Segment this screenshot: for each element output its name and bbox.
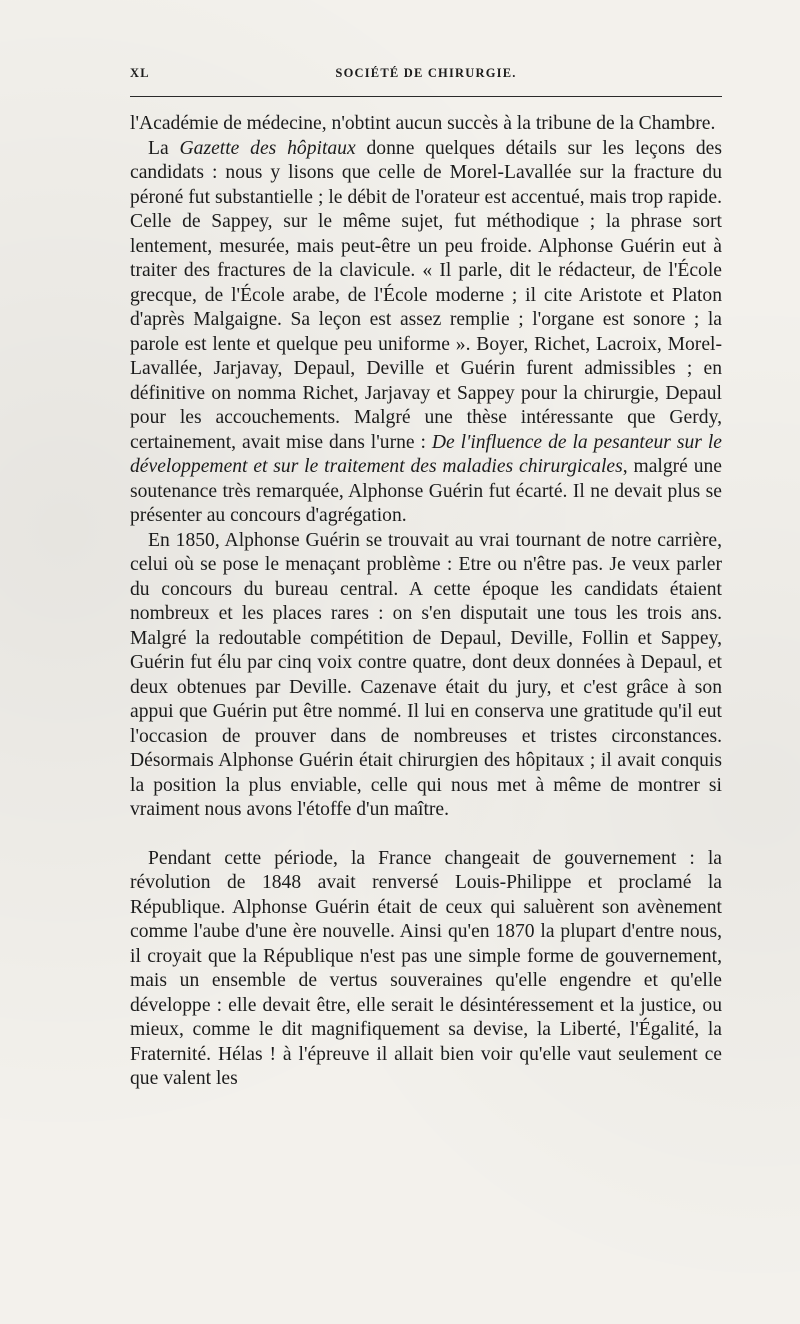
paragraph-3: En 1850, Alphonse Guérin se trouvait au vrai tournant de notre carrière, celui où se pose le menaçant problème : Etre ou n'être pas. Je veux parler du concours du bureau central. A cette époque les candidats étaient nombreux et les places rares : on s'en disputait une tous les trois ans. Malgré la redoutable compétition de Depaul, Deville, Follin et Sappey, Guérin fut élu par cinq voix contre quatre, dont deux données à Depaul, et deux obtenues par Deville. Cazenave était du jury, et c'est grâce à son appui que Guérin put être nommé. Il lui en conserva une gratitude qu'il eut l'occasion de prouver dans de nombreuses et tristes circonstances. Désormais Alphonse Guérin était chirurgien des hôpitaux ; il avait conquis la position la plus enviable, celle qui nous met à même de montrer si vraiment nous avons l'étoffe d'un maître. <box>130 529 722 820</box>
journal-title-italic: Gazette des hôpitaux <box>179 137 356 159</box>
thesis-title-italic: De l'influence de la pesanteur sur le développement et sur le traitement des maladies chirurgicales <box>130 431 722 477</box>
paragraph-2 <box>130 137 722 529</box>
paragraph-2-part-e: , malgré une soutenance très remarquée, Alphonse Guérin fut écarté. Il ne devait plus se présenter au concours d'agrégation. <box>130 456 722 526</box>
paragraph-2-part-c: donne quelques détails sur les leçons des candidats : nous y lisons que celle de Morel-Lavallée sur la fracture du péroné fut substantielle ; le débit de l'orateur est accentué, mais trop rapide. Celle de Sappey, sur le même sujet, fut méthodique ; la phrase sort lentement, mesurée, mais peut-être un peu froide. Alphonse Guérin eut à traiter des fractures de la clavicule. « Il parle, dit le rédacteur, de l'École grecque, de l'École arabe, de l'École moderne ; il cite Aristote et Platon d'après Malgaigne. Sa leçon est assez remplie ; l'organe est sonore ; la parole est lente et quelque peu uniforme ». Boyer, Richet, Lacroix, Morel-Lavallée, Jarjavay, Depaul, Deville et Guérin furent admissibles ; en définitive on nomma Richet, Jarjavay et Sappey pour la chirurgie, Depaul pour les accouchements. Malgré une thèse intéressante que Gerdy, certainement, avait mise dans l'urne : <box>130 137 722 453</box>
header-rule <box>130 96 722 97</box>
paragraph-2-part-a: La <box>148 137 180 159</box>
paragraph-1: l'Académie de médecine, n'obtint aucun succès à la tribune de la Chambre. <box>130 113 716 134</box>
page-number: XL <box>130 66 150 80</box>
body-text <box>130 112 722 1092</box>
running-header <box>130 66 722 86</box>
running-title: SOCIÉTÉ DE CHIRURGIE. <box>335 66 517 80</box>
paragraph-4: Pendant cette période, la France changeait de gouvernement : la révolution de 1848 avait renversé Louis-Philippe et proclamé la République. Alphonse Guérin était de ceux qui saluèrent son avènement comme l'aube d'une ère nouvelle. Ainsi qu'en 1870 la plupart d'entre nous, il croyait que la République n'est pas une simple forme de gouvernement, mais un ensemble de vertus souveraines qu'elle engendre et qu'elle développe : elle devait être, elle serait le désintéressement et la justice, ou mieux, comme le dit magnifiquement sa devise, la Liberté, l'Égalité, la Fraternité. Hélas ! à l'épreuve il allait bien voir qu'elle vaut seulement ce que valent les <box>130 847 722 1089</box>
